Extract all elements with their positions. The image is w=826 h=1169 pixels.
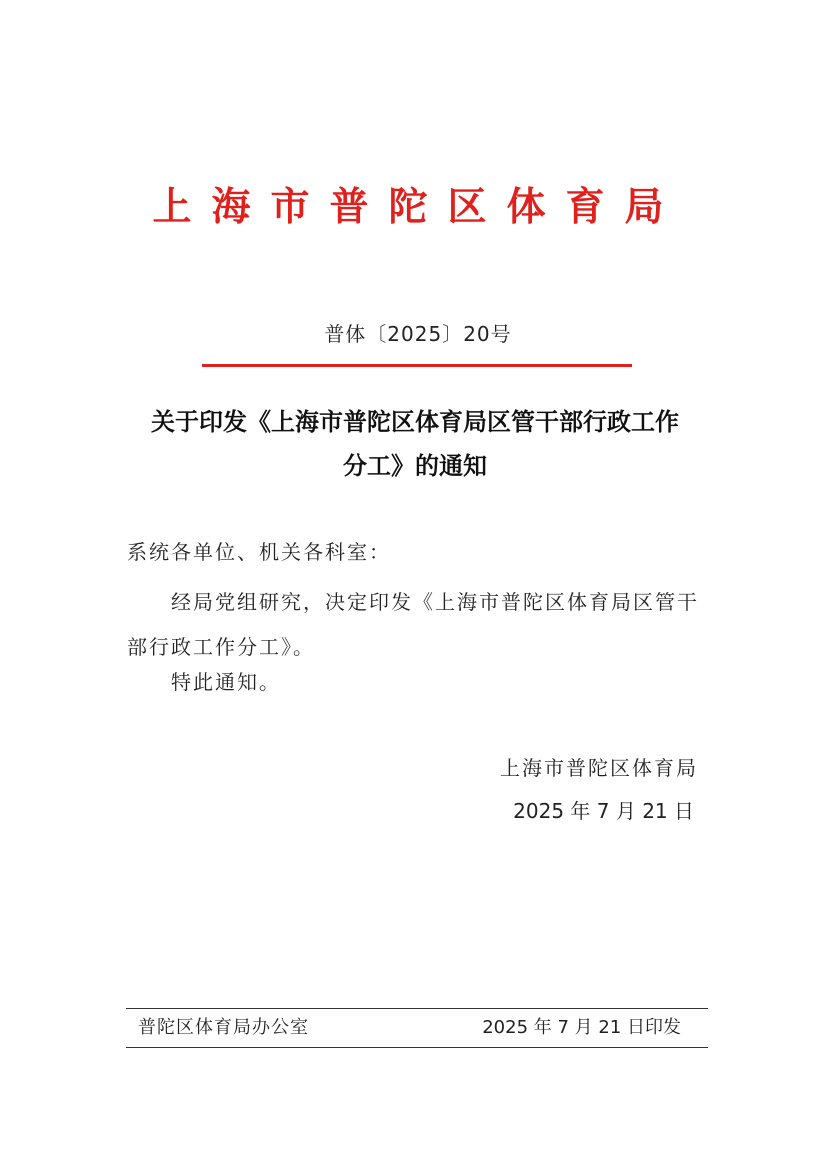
- issuer-header: 上海市普陀区体育局: [152, 184, 684, 230]
- document-number: 普体〔2025〕20号: [324, 322, 512, 346]
- document-title: [120, 400, 710, 488]
- title-line-2: 分工》的通知: [343, 451, 487, 480]
- footer-bottom-rule: [126, 1047, 708, 1048]
- body-paragraph: 经局党组研究，决定印发《上海市普陀区体育局区管干部行政工作分工》。: [127, 590, 699, 659]
- footer-top-rule: [126, 1008, 708, 1009]
- signature-date: 2025 年 7 月 21 日: [513, 799, 694, 823]
- footer-issue-date: 2025 年 7 月 21 日印发: [482, 1017, 681, 1038]
- signature-issuer: 上海市普陀区体育局: [500, 756, 698, 780]
- salutation: 系统各单位、机关各科室：: [127, 540, 391, 564]
- footer-office: 普陀区体育局办公室: [138, 1017, 309, 1038]
- title-line-1: 关于印发《上海市普陀区体育局区管干部行政工作: [151, 407, 679, 436]
- red-divider: [202, 364, 632, 367]
- closing-line: 特此通知。: [171, 670, 281, 694]
